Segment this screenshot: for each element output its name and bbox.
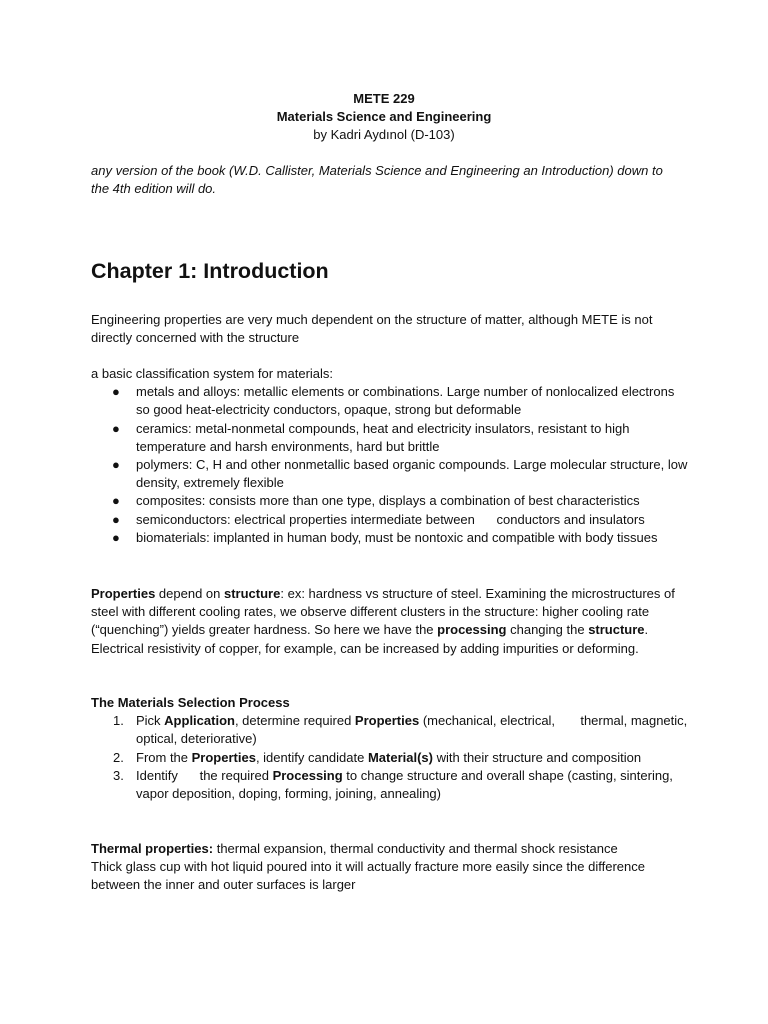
item-number: 3.	[113, 767, 124, 783]
document-header	[0, 90, 768, 144]
properties-paragraph: Properties depend on structure: ex: hardness vs structure of steel. Examining the microstructures of steel with different cooling rates, we observe different clusters in the structure: higher cooling rate (“quenching”) yields greater hardness. So here we have the processing changing the structure. Electrical resistivity of copper, for example, can be increased by adding impurities or deforming.	[91, 586, 675, 656]
list-item: 2. From the Properties, identify candidate Material(s) with their structure and composition	[91, 749, 691, 767]
course-author: by Kadri Aydınol (D-103)	[313, 127, 455, 142]
item-number: 2.	[113, 749, 124, 765]
list-item: ● composites: consists more than one type, displays a combination of best characteristics	[91, 492, 691, 510]
bullet-icon: ●	[112, 529, 120, 545]
thermal-properties-line: Thermal properties: thermal expansion, thermal conductivity and thermal shock resistance	[91, 841, 618, 856]
intro-paragraph: Engineering properties are very much dependent on the structure of matter, although METE is not directly concerned with the structure	[91, 312, 653, 346]
course-code: METE 229	[353, 91, 415, 106]
selection-heading: The Materials Selection Process	[91, 695, 290, 710]
item-number: 1.	[113, 713, 124, 729]
classification-lead: a basic classification system for materials:	[91, 366, 334, 381]
chapter-title: Chapter 1: Introduction	[91, 259, 329, 283]
list-item: 3. Identify the required Processing to change structure and overall shape (casting, sintering, vapor deposition, doping, forming, joining, annealing)	[113, 767, 673, 802]
thermal-section	[91, 840, 691, 895]
list-item: ● ceramics: metal-nonmetal compounds, heat and electricity insulators, resistant to high temperature and harsh environments, hard but brittle	[112, 420, 630, 454]
bullet-icon: ●	[112, 457, 120, 473]
bullet-icon: ●	[112, 384, 120, 400]
list-item: ● polymers: C, H and other nonmetallic based organic compounds. Large molecular structure, low density, extremely flexible	[112, 457, 688, 491]
bullet-icon: ●	[112, 420, 120, 436]
selection-list	[91, 712, 691, 803]
selection-section	[91, 694, 691, 803]
course-title: Materials Science and Engineering	[276, 109, 492, 124]
list-item: ● biomaterials: implanted in human body, must be nontoxic and compatible with body tissues	[91, 529, 691, 547]
list-item: ● metals and alloys: metallic elements or combinations. Large number of nonlocalized electrons so good heat-electricity conductors, opaque, strong but deformable	[112, 384, 675, 418]
bullet-icon: ●	[112, 511, 120, 527]
list-item: 1. Pick Application, determine required Properties (mechanical, electrical, thermal, magnetic, optical, deteriorative)	[113, 713, 691, 747]
classification-section	[91, 365, 691, 547]
thermal-example: Thick glass cup with hot liquid poured into it will actually fracture more easily since the difference between the inner and outer surfaces is larger	[91, 859, 645, 893]
classification-list	[91, 383, 691, 547]
list-item: ● semiconductors: electrical properties intermediate between conductors and insulators	[91, 511, 691, 529]
textbook-note: any version of the book (W.D. Callister, Materials Science and Engineering an Introduction) down to the 4th edition will do.	[91, 163, 663, 196]
bullet-icon: ●	[112, 493, 120, 509]
